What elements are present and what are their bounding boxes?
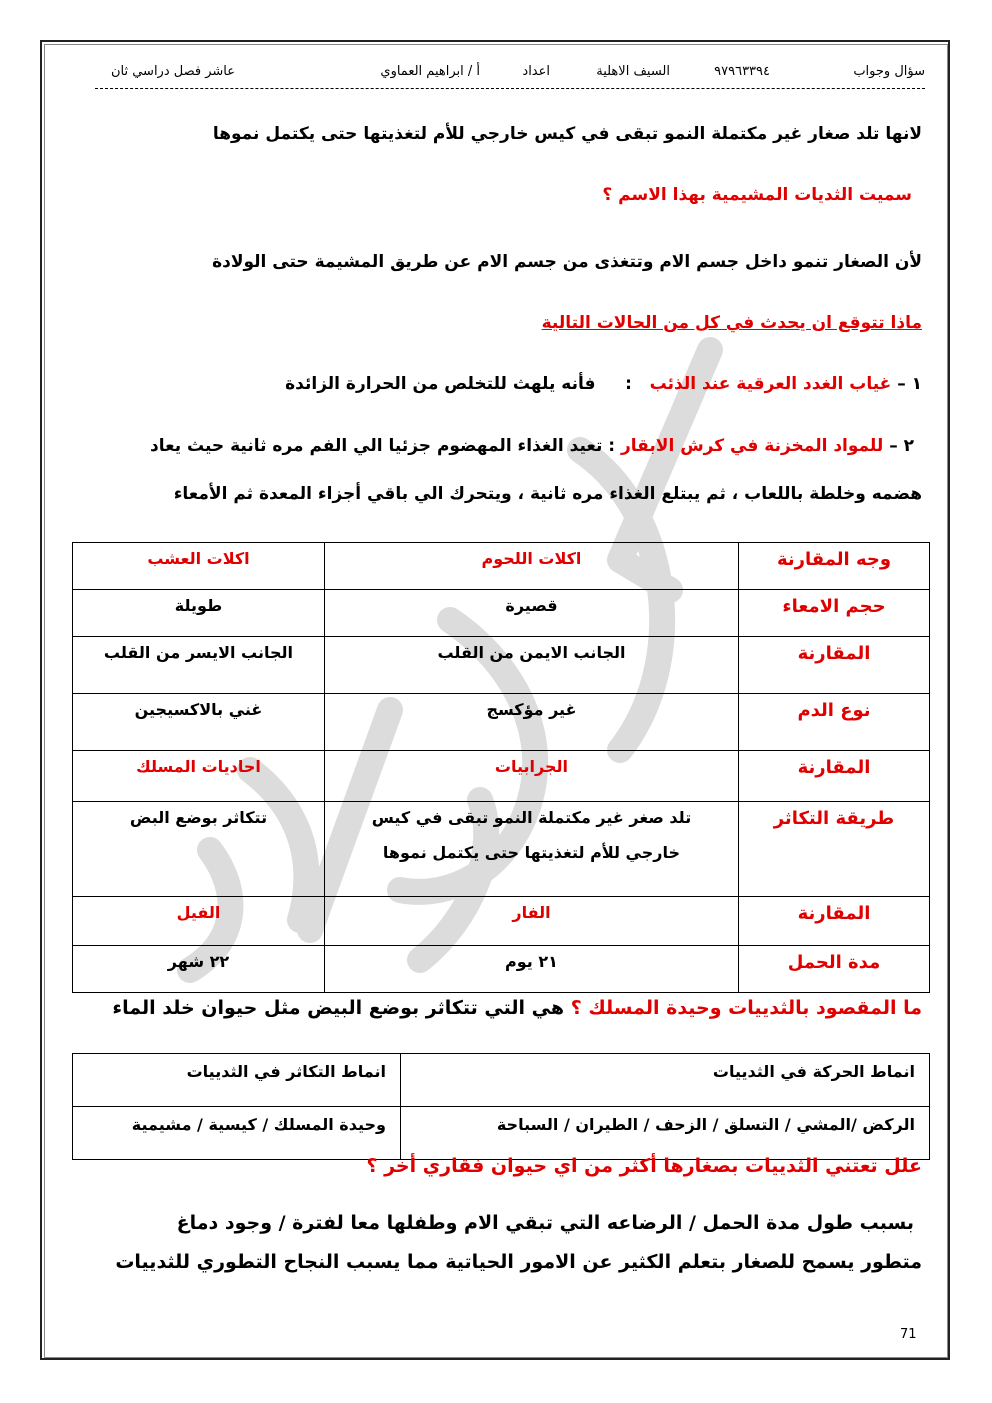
patterns-header-row	[73, 1054, 930, 1107]
comparison-value-b: الفيل	[73, 897, 325, 946]
question-placental: سميت الثديات المشيمية بهذا الاسم ؟	[602, 185, 912, 205]
item-1-colon: :	[625, 374, 632, 394]
header-author: أ / ابراهيم العماوي	[380, 64, 480, 79]
answer-line-1: لانها تلد صغار غير مكتملة النمو تبقى في كيس خارجي للأم لتغذيتها حتى يكتمل نموها	[212, 124, 922, 144]
comparison-value-a: الجرابيات	[324, 751, 738, 802]
comparison-label: المقارنة	[739, 751, 930, 802]
comparison-value-b: تتكاثر بوضع البض	[73, 802, 325, 897]
answer-parental-care-1: بسبب طول مدة الحمل / الرضاعه التي تبقي الام وطفلها معا لفترة / وجود دماغ	[176, 1212, 914, 1234]
question-monotreme	[112, 997, 922, 1019]
comparison-value-a: غير مؤكسج	[324, 694, 738, 751]
comparison-label: المقارنة	[739, 897, 930, 946]
answer-placental: لأن الصغار تنمو داخل جسم الام وتتغذى من جسم الام عن طريق المشيمة حتى الولادة	[212, 252, 922, 272]
comparison-value-a: قصيرة	[324, 590, 738, 637]
comparison-row	[73, 694, 930, 751]
comparison-value-a: اكلات اللحوم	[324, 543, 738, 590]
comparison-row	[73, 543, 930, 590]
comparison-value-a: الجانب الايمن من القلب	[324, 637, 738, 694]
page-header	[95, 64, 925, 84]
comparison-value-a-line: خارجي للأم لتغذيتها حتى يكتمل نموها	[382, 843, 681, 862]
reproduction-patterns-value: وحيدة المسلك / كيسية / مشيمية	[73, 1107, 401, 1160]
comparison-label: نوع الدم	[739, 694, 930, 751]
patterns-value-row	[73, 1107, 930, 1160]
comparison-value-b: الجانب الايسر من القلب	[73, 637, 325, 694]
header-school: السيف الاهلية	[596, 64, 670, 79]
comparison-label: طريقة التكاثر	[739, 802, 930, 897]
answer-monotreme: هي التي تتكاثر بوضع البيض مثل حيوان خلد الماء	[112, 997, 565, 1019]
question-parental-care: علل تعتني الثدييات بصغارها أكثر من اي حيوان فقاري أخر ؟	[366, 1155, 922, 1177]
item-1	[285, 374, 922, 394]
header-divider	[95, 88, 925, 89]
comparison-value-a-line: تلد صغر غير مكتملة النمو تبقى في كيس	[371, 808, 692, 827]
comparison-row	[73, 590, 930, 637]
comparison-value-b: غني بالاكسيجين	[73, 694, 325, 751]
item-2	[150, 436, 914, 456]
comparison-label: المقارنة	[739, 637, 930, 694]
comparison-value-a: الفار	[324, 897, 738, 946]
movement-patterns-value: الركض /المشي / التسلق / الزحف / الطيران / السباحة	[401, 1107, 930, 1160]
comparison-label: مدة الحمل	[739, 946, 930, 993]
header-subject: سؤال وجواب	[853, 64, 925, 79]
comparison-value-b: طويلة	[73, 590, 325, 637]
page-number: 71	[900, 1327, 917, 1342]
item-1-question: غياب الغدد العرقية عند الذئب	[649, 374, 892, 394]
comparison-value-b: اكلات العشب	[73, 543, 325, 590]
comparison-value-a	[324, 802, 738, 897]
comparison-row	[73, 637, 930, 694]
comparison-row	[73, 802, 930, 897]
header-phone: ٩٧٩٦٣٣٩٤	[714, 64, 770, 79]
item-2-answer: : تعيد الغذاء المهضوم جزئيا الي الفم مره ثانية حيث يعاد	[149, 436, 616, 456]
header-prepared: اعداد	[522, 64, 550, 79]
comparison-value-b: ٢٢ شهر	[73, 946, 325, 993]
comparison-row	[73, 946, 930, 993]
item-1-answer: فأنه يلهث للتخلص من الحرارة الزائدة	[285, 374, 596, 394]
movement-patterns-header: انماط الحركة في الثدييات	[401, 1054, 930, 1107]
patterns-table	[72, 1053, 930, 1160]
comparison-label: وجه المقارنة	[739, 543, 930, 590]
item-2-question: للمواد المخزنة في كرش الابقار	[621, 436, 884, 456]
reproduction-patterns-header: انماط التكاثر في الثدييات	[73, 1054, 401, 1107]
comparison-table	[72, 542, 930, 993]
comparison-value-a: ٢١ يوم	[324, 946, 738, 993]
header-grade: عاشر فصل دراسي ثان	[110, 64, 235, 79]
comparison-value-b: احاديات المسلك	[73, 751, 325, 802]
comparison-label: حجم الامعاء	[739, 590, 930, 637]
answer-parental-care-2: متطور يسمح للصغار بتعلم الكثير عن الامور الحياتية مما يسبب النجاح التطوري للثدييات	[115, 1251, 922, 1273]
item-1-number: ١ –	[897, 374, 922, 394]
item-2-continued: هضمه وخلطة باللعاب ، ثم يبتلع الغذاء مره ثانية ، ويتحرك الي باقي أجزاء المعدة ثم الأمعاء	[173, 484, 922, 504]
section-heading: ماذا تتوقع ان يحدث في كل من الحالات التالية	[541, 313, 922, 333]
comparison-row	[73, 897, 930, 946]
question-monotreme-text: ما المقصود بالثدييات وحيدة المسلك ؟	[570, 997, 922, 1019]
comparison-row	[73, 751, 930, 802]
item-2-number: ٢ –	[889, 436, 914, 456]
